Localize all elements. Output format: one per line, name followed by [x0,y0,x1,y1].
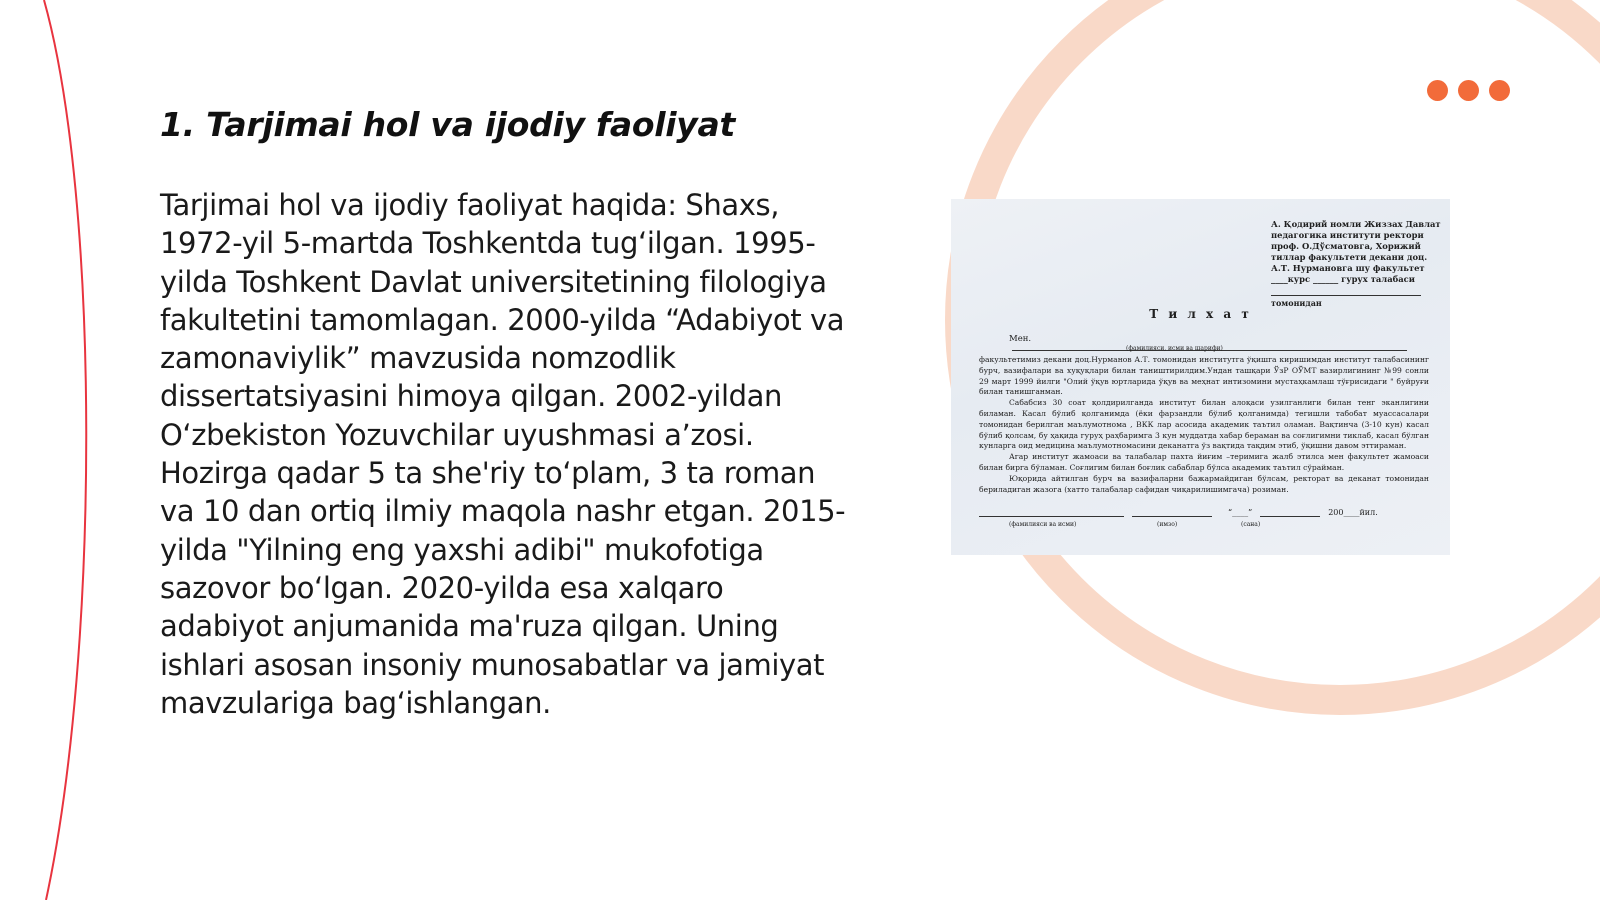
doc-header-line: ____курс ______ гурух талабаси [1271,274,1415,284]
doc-paragraph: Агар институт жамоаси ва талабалар пахта йиғим –теримига жалб этилса мен факультет жамоаси билан бирга бўламан. Соғлигим билан боғлик сабаблар бўлса академик таътил сўрайман. [979,452,1429,472]
doc-header-line: А. Қодирий номли Жиззах Давлат [1271,219,1441,229]
doc-date-quote: “____” [1228,508,1253,517]
doc-header-line: А.Т. Нурмановга шу факультет [1271,263,1425,273]
doc-date-year: 200____йил. [1328,508,1378,517]
doc-header-line: педагогика институти ректори [1271,230,1424,240]
doc-date-line [1260,506,1320,517]
doc-paragraph: факультетимиз декани доц.Нурманов А.Т. томонидан институтга ўқишга киришимдан институт талабасининг бурч, вазифалари ва хуқуқлари билан таништирилдим.Ундан ташқари ЎзР ОЎМТ вазирлигининг №99 сонли 29 март 1999 йилги "Олий ўқув юртларида ўқув ва меҳнат интизомини мустаҳкамлаш тўғрисидаги " буйруғи билан танишганман. [979,355,1429,397]
doc-paragraph: Сабабсиз 30 соат қолдирилганда институт билан алоқаси узилганлиги билан тенг эканлигини биламан. Касал бўлиб қолганимда (ёки фарзандли бўлиб қолганимда) тегишли табобат муассасалари томонидан берилган маълумотнома , ВКК лар асосида академик таътил оламан. Вақтинча (3-10 кун) касал бўлиб қолсам, бу ҳақида гуруҳ раҳбаримга 3 кун муддатда хабар бераман ва соғлигимни тиклаб, касал бўлган кунларга оид медицина маълумотномасини деканатга ўз вақтида тақдим этиб, ўқишни давом эттираман. [979,398,1429,451]
doc-men-label: Мен. [1009,334,1032,344]
doc-sign-note-name: (фамилияси ва исми) [1009,521,1077,528]
dot-3 [1489,80,1510,101]
doc-title: Т и л х а т [1149,307,1252,321]
scanned-document-image [951,199,1450,555]
dot-2 [1458,80,1479,101]
doc-header [1271,219,1441,285]
slide-body-text: Tarjimai hol va ijodiy faoliyat haqida: Shaxs, 1972-yil 5-martda Toshkentda tug‘ilgan. 1995-yilda Toshkent Davlat universitetining filologiya fakultetini tamomlagan. 2000-yilda “Adabiyot va zamonaviylik” mavzusida nomzodlik dissertatsiyasini himoya qilgan. 2002-yildan O‘zbekiston Yozuvchilar uyushmasi a’zosi. Hozirga qadar 5 ta she'riy to‘plam, 3 ta roman va 10 dan ortiq ilmiy maqola nashr etgan. 2015-yilda "Yilning eng yaxshi adibi" mukofotiga sazovor bo‘lgan. 2020-yilda esa xalqaro adabiyot anjumanida ma'ruza qilgan. Uning ishlari asosan insoniy munosabatlar va jamiyat mavzulariga bag‘ishlangan. [160,188,846,720]
doc-sign-line [1132,506,1212,517]
doc-sign-note-signature: (имзо) [1157,521,1178,528]
dot-1 [1427,80,1448,101]
slide-title: 1. Tarjimai hol va ijodiy faoliyat [160,105,735,144]
doc-from-label: томонидан [1271,295,1421,308]
doc-body [979,355,1429,495]
doc-header-line: тиллар факультети декани доц. [1271,252,1428,262]
doc-sign-note-date: (сана) [1241,521,1261,528]
doc-header-line: проф. О.Дўсматовга, Хорижий [1271,241,1421,251]
doc-men-note: (фамилияси, исми ва шарифи) [1126,345,1223,352]
doc-name-line [979,506,1124,517]
doc-signature-row [979,506,1429,517]
decorative-dots [1427,80,1510,101]
doc-paragraph: Юқорида айтилган бурч ва вазифаларни бажармайдиган бўлсам, ректорат ва деканат томонидан бериладиган жазога (хатто талабалар сафидан чиқарилишимгача) розиман. [979,473,1429,494]
